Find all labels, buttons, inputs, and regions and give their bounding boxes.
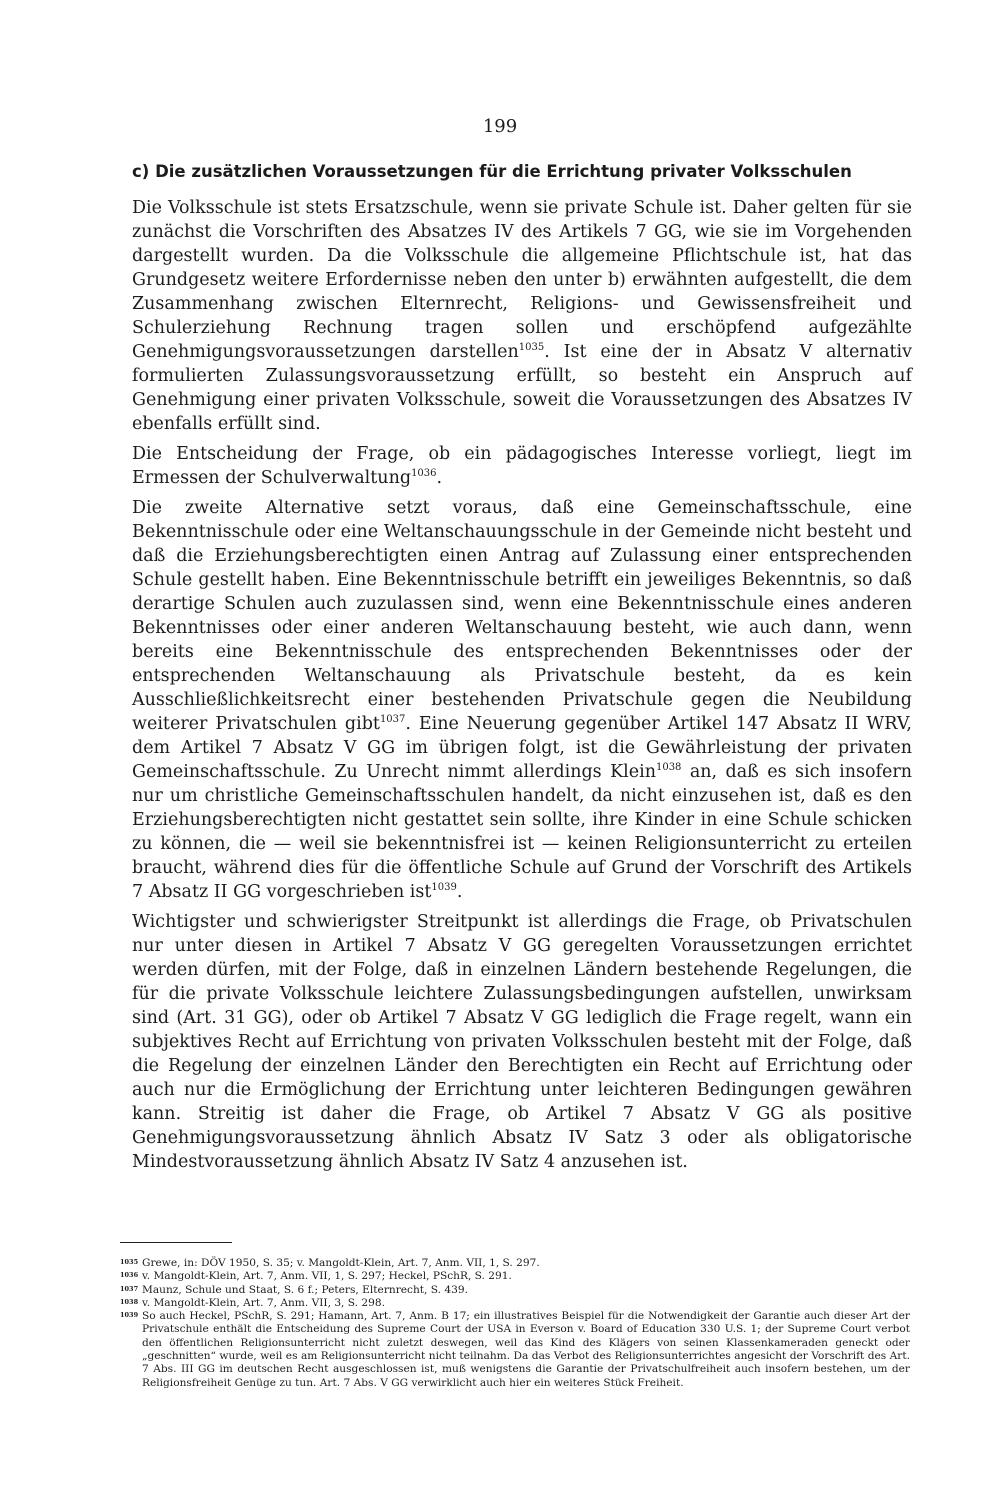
- section-heading: c) Die zusätzlichen Voraussetzungen für die Errichtung privater Volksschulen: [132, 162, 852, 181]
- paragraph-text: Wichtigster und schwierigster Streitpunkt ist allerdings die Frage, ob Privatschulen nur unter diesen in Artikel 7 Absatz V GG geregelten Voraussetzungen errichtet werden dürfen, mit der Folge, daß in einzelnen Ländern bestehende Regelungen, die für die private Volksschule leichtere Zulassungsbedingungen aufstellen, unwirksam sind (Art. 31 GG), oder ob Artikel 7 Absatz V GG lediglich die Frage regelt, wann ein subjektives Recht auf Errichtung von privaten Volksschulen besteht mit der Folge, daß die Regelung der einzelnen Länder den Berechtigten ein Recht auf Errichtung oder auch nur die Ermöglichung der Errichtung unter leichteren Bedingungen gewähren kann. Streitig ist daher die Frage, ob Artikel 7 Absatz V GG als positive Genehmigungsvoraussetzung ähnlich Absatz IV Satz 3 oder als obligatorische Mindestvoraussetzung ähnlich Absatz IV Satz 4 anzusehen ist.: [132, 912, 912, 1172]
- paragraph-text: an, daß es sich insofern nur um christliche Gemeinschaftsschulen handelt, da nicht einzusehen ist, daß es den Erziehungsberechtigten nicht gestattet sein sollte, ihre Kinder in eine Schule schicken zu können, die — weil sie bekenntnisfrei ist — keinen Religionsunterricht zu erteilen braucht, während dies für die öffentliche Schule auf Grund der Vorschrift des Artikels 7 Absatz II GG vorgeschrieben ist: [132, 762, 912, 902]
- paragraph-text: Die Entscheidung der Frage, ob ein pädagogisches Interesse vorliegt, liegt im Ermessen der Schulverwaltung: [132, 444, 912, 488]
- footnote-text: v. Mangoldt-Klein, Art. 7, Anm. VII, 1, S. 297; Heckel, PSchR, S. 291.: [142, 1270, 512, 1283]
- footnote-ref: 1036: [411, 468, 437, 479]
- footnote-ref: 1035: [518, 342, 545, 353]
- paragraph-1: [132, 196, 912, 436]
- footnote-divider: [120, 1242, 232, 1243]
- paragraph-text: . Ist eine der in Absatz V alternativ formulierten Zulassungsvoraussetzung erfüllt, so besteht ein Anspruch auf Genehmigung einer privaten Volksschule, soweit die Voraussetzungen des Absatzes IV ebenfalls erfüllt sind.: [132, 342, 912, 434]
- paragraph-text: Die zweite Alternative setzt voraus, daß eine Gemeinschaftsschule, eine Bekenntnisschule oder eine Weltanschauungsschule in der Gemeinde nicht besteht und daß die Erziehungsberechtigten einen Antrag auf Zulassung einer entsprechenden Schule gestellt haben. Eine Bekenntnisschule betrifft ein jeweiliges Bekenntnis, so daß derartige Schulen auch zuzulassen sind, wenn eine Bekenntnisschule eines anderen Bekenntnisses oder einer anderen Weltanschauung besteht, wie auch dann, wenn bereits eine Bekenntnisschule des entsprechenden Bekenntnisses oder der entsprechenden Weltanschauung als Privatschule besteht, da es kein Ausschließlichkeitsrecht einer bestehenden Privatschule gegen die Neubildung weiterer Privatschulen gibt: [132, 498, 912, 734]
- footnote-1038: [120, 1297, 910, 1310]
- footnote-text: Grewe, in: DÖV 1950, S. 35; v. Mangoldt-Klein, Art. 7, Anm. VII, 1, S. 297.: [142, 1257, 540, 1269]
- footnote-text: So auch Heckel, PSchR, S. 291; Hamann, Art. 7, Anm. B 17; ein illustratives Beispiel für die Notwendigkeit der Garantie auch dieser Art der Privatschule enthält die Entscheidung des Supreme Court der USA in Everson v. Board of Education 330 U.S. 1; der Supreme Court verbot den öffentlichen Religionsunterricht nicht zuletzt deswegen, weil das Kind des Klägers von seinen Klassenkameraden geneckt oder „geschnitten“ wurde, weil es am Religionsunterricht nicht teilnahm. Da das Verbot des Religionsunterrichtes angesicht der Vorschrift des Art. 7 Abs. III GG im deutschen Recht ausgeschlossen ist, muß wenigstens die Garantie der Privatschulfreiheit auch insofern bestehen, um der Religionsfreiheit Genüge zu tun. Art. 7 Abs. V GG verwirklicht auch hier ein weiteres Stück Freiheit.: [142, 1310, 910, 1389]
- paragraph-text: Die Volksschule ist stets Ersatzschule, wenn sie private Schule ist. Daher gelten für sie zunächst die Vorschriften des Absatzes IV des Artikels 7 GG, wie sie im Vorgehenden dargestellt wurden. Da die Volksschule die allgemeine Pflichtschule ist, hat das Grundgesetz weitere Erfordernisse neben den unter b) erwähnten aufgestellt, die dem Zusammenhang zwischen Elternrecht, Religions- und Gewissensfreiheit und Schulerziehung Rechnung tragen sollen und erschöpfend aufgezählte Genehmigungsvoraussetzungen darstellen: [132, 198, 912, 362]
- footnote-text: v. Mangoldt-Klein, Art. 7, Anm. VII, 3, S. 298.: [142, 1296, 385, 1309]
- paragraph-3: [132, 496, 912, 904]
- footnote-marker: 1036: [120, 1271, 139, 1280]
- footnote-ref: 1037: [379, 714, 406, 725]
- paragraph-text: . Eine Neuerung gegenüber Artikel 147 Absatz II WRV, dem Artikel 7 Absatz V GG im übrigen folgt, ist die Gewährleistung der privaten Gemeinschaftsschule. Zu Unrecht nimmt allerdings Klein: [132, 714, 912, 782]
- footnote-1035: [120, 1257, 910, 1270]
- footnote-1036: [120, 1270, 910, 1283]
- paragraph-4: [132, 910, 912, 1174]
- body-text: [132, 196, 912, 1180]
- footnote-ref: 1039: [431, 882, 457, 893]
- paragraph-text: .: [436, 468, 443, 488]
- paragraph-2: [132, 442, 912, 490]
- footnotes: [120, 1257, 910, 1390]
- footnote-marker: 1037: [120, 1284, 139, 1293]
- footnote-1037: [120, 1284, 910, 1297]
- paragraph-text: .: [456, 882, 463, 902]
- footnote-marker: 1039: [120, 1311, 139, 1320]
- footnote-marker: 1038: [120, 1297, 139, 1306]
- footnote-text: Maunz, Schule und Staat, S. 6 f.; Peters, Elternrecht, S. 439.: [142, 1283, 468, 1296]
- footnote-1039: [120, 1310, 910, 1390]
- footnote-ref: 1038: [655, 762, 682, 773]
- page-number: 199: [482, 116, 518, 137]
- footnote-marker: 1035: [120, 1258, 139, 1266]
